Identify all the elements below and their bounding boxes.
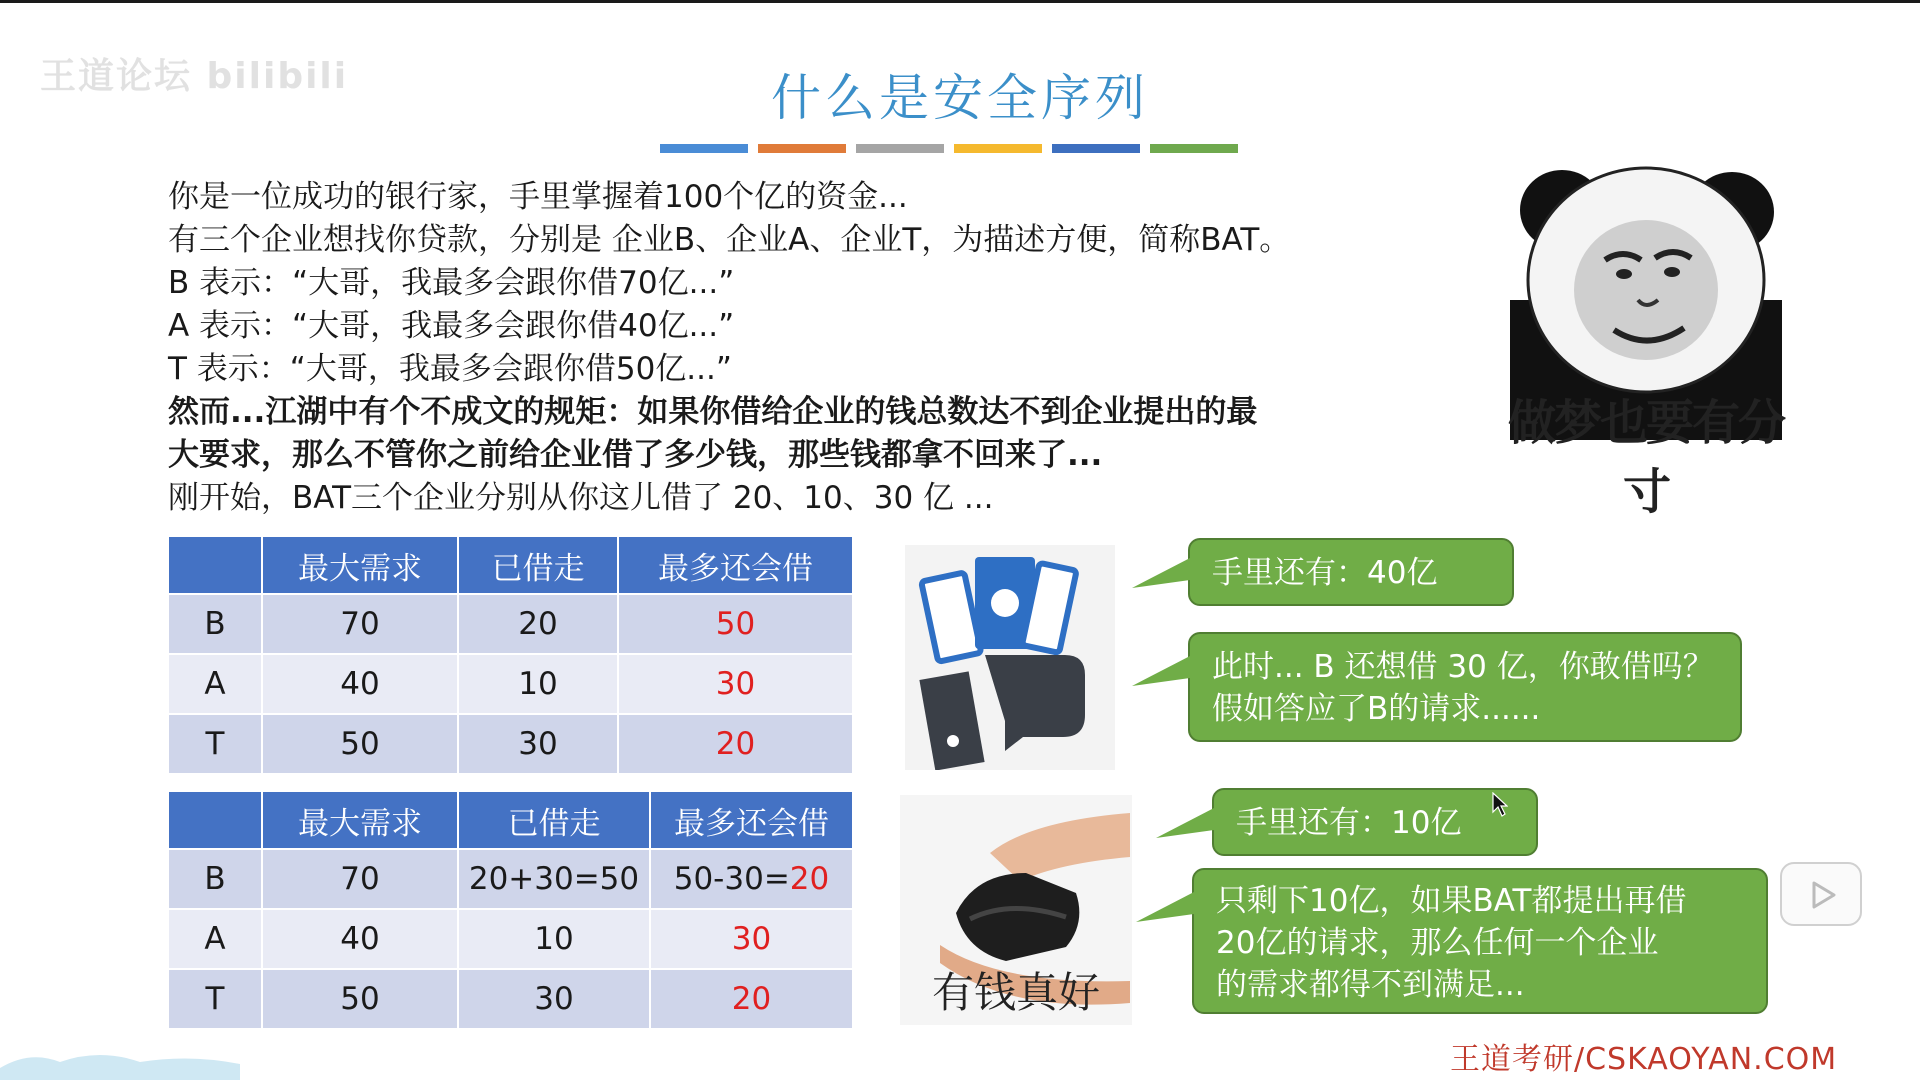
table-cell: 10 [458, 654, 618, 714]
bubble-text: 假如答应了B的请求...... [1212, 691, 1541, 727]
bubble-tail [1156, 808, 1214, 838]
table-cell: 50 [262, 969, 458, 1029]
slide-title: 什么是安全序列 [771, 69, 1149, 127]
mouse-cursor-icon [1492, 792, 1508, 818]
intro-line: 刚开始，BAT三个企业分别从你这儿借了 20、10、30 亿 ... [168, 480, 994, 516]
table-cell: A [168, 909, 262, 969]
table-header-cell [168, 791, 262, 849]
title-color-bar [660, 144, 1238, 153]
play-button[interactable] [1780, 862, 1862, 926]
table-cell: 50 [262, 714, 458, 774]
table-row [168, 969, 853, 1029]
table-cell: 50 [618, 594, 853, 654]
table-cell: B [168, 594, 262, 654]
watermark: 王道论坛 bilibili [40, 56, 349, 97]
bubble-text: 只剩下10亿，如果BAT都提出再借 [1216, 883, 1687, 919]
table-header-cell [168, 536, 262, 594]
color-segment [660, 144, 748, 153]
bubble-tail [1136, 892, 1194, 922]
table-cell [650, 849, 853, 909]
intro-line: 有三个企业想找你贷款，分别是 企业B、企业A、企业T，为描述方便，简称BAT。 [168, 222, 1291, 258]
table-cell: 30 [618, 654, 853, 714]
bubble-text: 手里还有：10亿 [1236, 805, 1462, 841]
table-cell: 10 [458, 909, 650, 969]
table-cell: 30 [458, 714, 618, 774]
intro-rule-line: 大要求，那么不管你之前给企业借了多少钱，那些钱都拿不回来了... [168, 437, 1103, 473]
table-row [168, 714, 853, 774]
bubble-text: 手里还有：40亿 [1212, 555, 1438, 591]
table-header-cell: 已借走 [458, 536, 618, 594]
color-segment [1052, 144, 1140, 153]
color-segment [954, 144, 1042, 153]
table-header-cell: 最大需求 [262, 536, 458, 594]
table-cell: 70 [262, 594, 458, 654]
table-row [168, 849, 853, 909]
intro-line: A 表示：“大哥，我最多会跟你借40亿...” [168, 308, 735, 344]
table-cell: 70 [262, 849, 458, 909]
bubble-tail [1132, 656, 1190, 686]
table-row [168, 654, 853, 714]
table-cell: 40 [262, 654, 458, 714]
loan-table-after [167, 790, 854, 1030]
table-cell: T [168, 969, 262, 1029]
bubble-text: 20亿的请求，那么任何一个企业 [1216, 925, 1659, 961]
play-icon [1808, 880, 1838, 910]
remain-value: 20 [789, 861, 830, 897]
wallet-caption: 有钱真好 [931, 968, 1100, 1017]
speech-bubble [1192, 868, 1768, 1014]
table-cell: 30 [650, 909, 853, 969]
table-cell: T [168, 714, 262, 774]
table-header-cell: 最大需求 [262, 791, 458, 849]
decorative-wave [0, 1048, 240, 1080]
table-header-row [168, 791, 853, 849]
money-hand-icon [905, 545, 1115, 770]
table-header-row [168, 536, 853, 594]
table-cell: 20 [650, 969, 853, 1029]
table-cell: 30 [458, 969, 650, 1029]
table-header-cell: 已借走 [458, 791, 650, 849]
table-row [168, 594, 853, 654]
table-cell: 20 [618, 714, 853, 774]
color-segment [1150, 144, 1238, 153]
footer-brand: 王道考研/CSKAOYAN.COM [1450, 1042, 1838, 1077]
intro-text [168, 176, 1468, 520]
bubble-text: 的需求都得不到满足... [1216, 967, 1525, 1003]
table-header-cell: 最多还会借 [650, 791, 853, 849]
speech-bubble [1188, 538, 1514, 606]
remain-formula: 50-30= [673, 861, 790, 897]
color-segment [758, 144, 846, 153]
intro-line: 你是一位成功的银行家，手里掌握着100个亿的资金... [168, 179, 908, 215]
table-cell: 40 [262, 909, 458, 969]
speech-bubble [1212, 788, 1538, 856]
intro-rule-line: 然而...江湖中有个不成文的规矩：如果你借给企业的钱总数达不到企业提出的最 [168, 394, 1258, 430]
bubble-tail [1132, 558, 1190, 588]
meme-caption: 做梦也要有分寸 [1507, 395, 1784, 520]
table-cell: B [168, 849, 262, 909]
loan-table-initial [167, 535, 854, 775]
table-cell: 20 [458, 594, 618, 654]
bubble-text: 此时... B 还想借 30 亿，你敢借吗？ [1212, 649, 1714, 685]
table-cell: 20+30=50 [458, 849, 650, 909]
intro-line: T 表示：“大哥，我最多会跟你借50亿...” [168, 351, 732, 387]
speech-bubble [1188, 632, 1742, 742]
color-segment [856, 144, 944, 153]
intro-line: B 表示：“大哥，我最多会跟你借70亿...” [168, 265, 735, 301]
table-header-cell: 最多还会借 [618, 536, 853, 594]
top-border [0, 0, 1920, 3]
table-row [168, 909, 853, 969]
table-cell: A [168, 654, 262, 714]
